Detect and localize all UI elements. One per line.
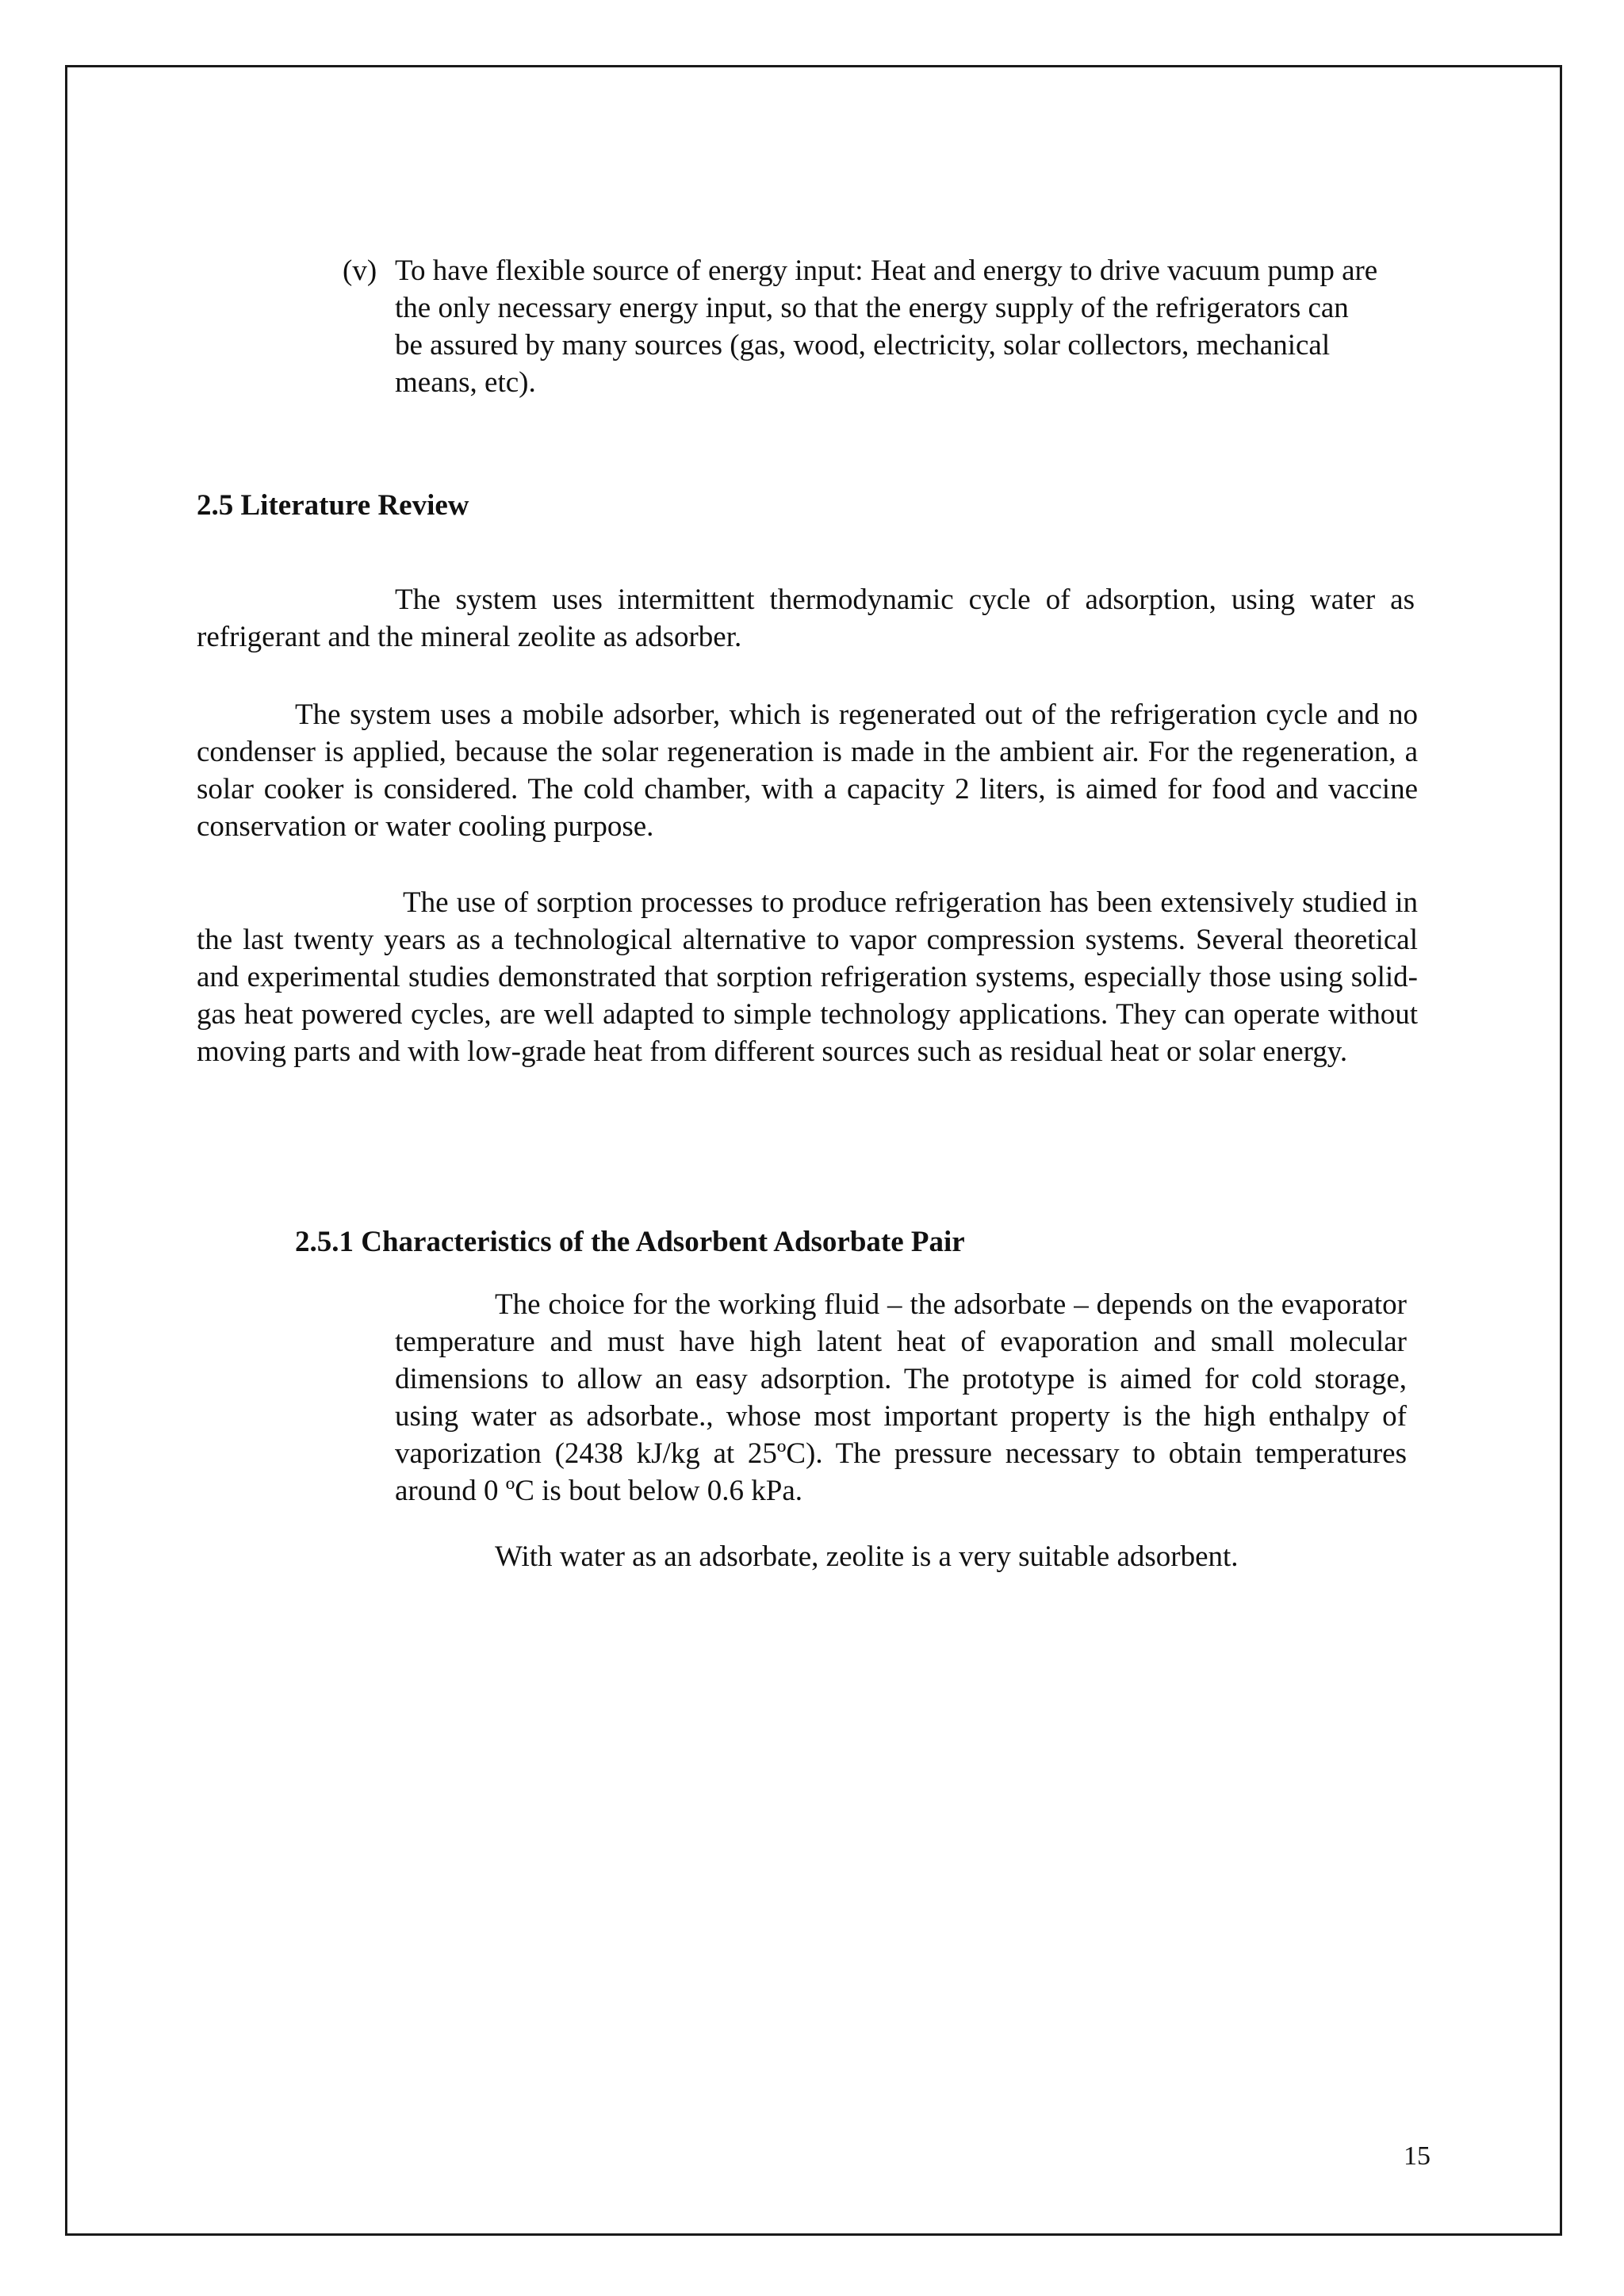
subsection-heading: 2.5.1 Characteristics of the Adsorbent Adsorbate Pair	[295, 1226, 965, 1258]
paragraph: With water as an adsorbate, zeolite is a very suitable adsorbent.	[495, 1540, 1239, 1573]
list-item-text: To have flexible source of energy input: Heat and energy to drive vacuum pump are the only necessary energy input, so that the energy supply of the refrigerators can be assured by many sources (gas, wood, electricity, solar collectors, mechanical means, etc).	[395, 254, 1378, 399]
section-heading: 2.5 Literature Review	[197, 489, 469, 522]
paragraph: The choice for the working fluid – the adsorbate – depends on the evaporator temperature and must have high latent heat of evaporation and small molecular dimensions to allow an easy adsorption. The prototype is aimed for cold storage, using water as adsorbate., whose most important property is the high enthalpy of vaporization (2438 kJ/kg at 25ºC). The pressure necessary to obtain temperatures around 0 ºC is bout below 0.6 kPa.	[395, 1288, 1407, 1507]
list-item-v	[343, 252, 1381, 401]
page-number: 15	[1404, 2141, 1431, 2171]
paragraph: The system uses intermittent thermodynamic cycle of adsorption, using water as refrigerant and the mineral zeolite as adsorber.	[197, 584, 1415, 653]
paragraph: The system uses a mobile adsorber, which is regenerated out of the refrigeration cycle and no condenser is applied, because the solar regeneration is made in the ambient air. For the regeneration, a solar cooker is considered. The cold chamber, with a capacity 2 liters, is aimed for food and vaccine conservation or water cooling purpose.	[197, 698, 1418, 843]
paragraph: The use of sorption processes to produce refrigeration has been extensively studied in the last twenty years as a technological alternative to vapor compression systems. Several theoretical and experimental studies demonstrated that sorption refrigeration systems, especially those using solid-gas heat powered cycles, are well adapted to simple technology applications. They can operate without moving parts and with low-grade heat from different sources such as residual heat or solar energy.	[197, 886, 1418, 1068]
list-marker: (v)	[343, 254, 377, 287]
